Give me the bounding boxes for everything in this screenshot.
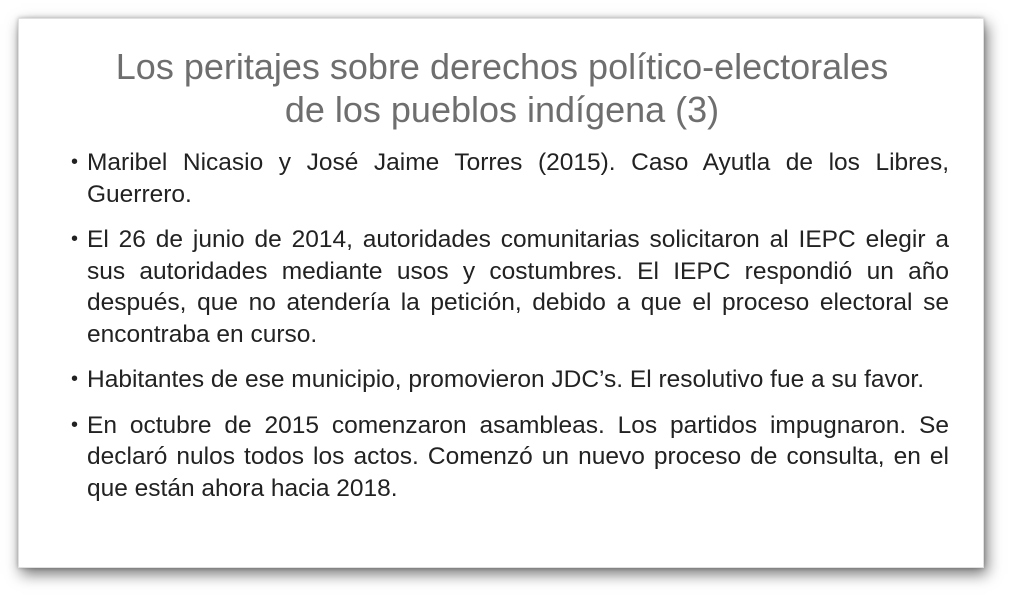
bullet-dot: • bbox=[71, 228, 79, 250]
bullet-item-jdc bbox=[71, 364, 949, 396]
bullet-text: En octubre de 2015 comenzaron asambleas. Los partidos impugnaron. Se declaró nulos todos los actos. Comenzó un nuevo proceso de consulta, en el que están ahora hacia 2018. bbox=[87, 411, 949, 502]
bullet-item-request bbox=[71, 224, 949, 350]
bullet-text: El 26 de junio de 2014, autoridades comunitarias solicitaron al IEPC elegir a sus autoridades mediante usos y costumbres. El IEPC respondió un año después, que no atendería la petición, debido a que el proceso electoral se encontraba en curso. bbox=[87, 226, 949, 348]
slide-title-line-2: de los pueblos indígena (3) bbox=[284, 89, 720, 130]
bullet-item-case bbox=[71, 147, 949, 210]
bullet-list bbox=[71, 147, 949, 504]
slide-title-line-1: Los peritajes sobre derechos político-electorales bbox=[115, 46, 889, 87]
slide-title bbox=[59, 45, 945, 131]
bullet-dot: • bbox=[71, 151, 79, 173]
bullet-text: Habitantes de ese municipio, promovieron JDC’s. El resolutivo fue a su favor. bbox=[87, 366, 925, 393]
bullet-text: Maribel Nicasio y José Jaime Torres (2015). Caso Ayutla de los Libres, Guerrero. bbox=[87, 149, 949, 208]
bullet-dot: • bbox=[71, 368, 79, 390]
bullet-item-assemblies bbox=[71, 410, 949, 505]
bullet-dot: • bbox=[71, 413, 79, 436]
slide bbox=[18, 18, 984, 568]
